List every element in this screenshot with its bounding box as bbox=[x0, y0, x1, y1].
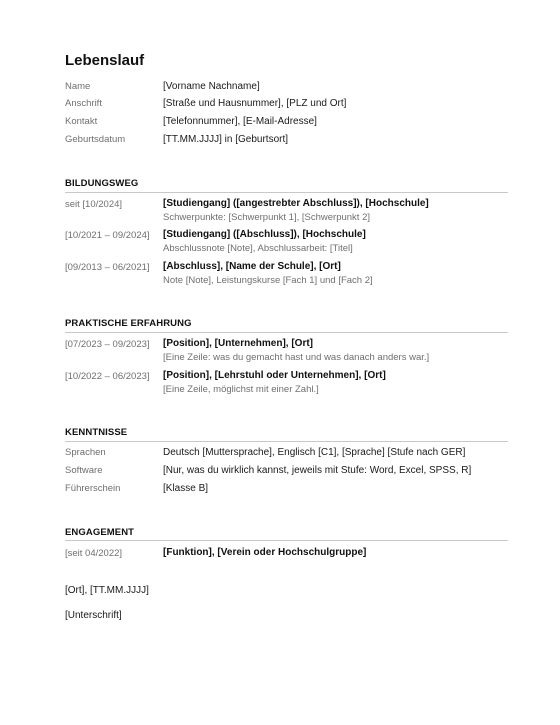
entry-date: [10/2022 – 06/2023] bbox=[65, 371, 150, 382]
signature: [Unterschrift] bbox=[65, 610, 122, 621]
skill-label: Führerschein bbox=[65, 483, 121, 494]
skills-row-software bbox=[65, 465, 508, 481]
section-divider bbox=[65, 540, 508, 541]
place-date: [Ort], [TT.MM.JJJJ] bbox=[65, 585, 149, 596]
entry-detail: Schwerpunkte: [Schwerpunkt 1], [Schwerpunkt 2] bbox=[163, 212, 370, 223]
section-title-experience: PRAKTISCHE ERFAHRUNG bbox=[65, 318, 192, 329]
personal-value: [TT.MM.JJJJ] in [Geburtsort] bbox=[163, 134, 289, 145]
personal-label: Geburtsdatum bbox=[65, 134, 126, 145]
personal-label: Anschrift bbox=[65, 98, 102, 109]
section-divider bbox=[65, 332, 508, 333]
skill-value: Deutsch [Muttersprache], Englisch [C1], [Sprache] [Stufe nach GER] bbox=[163, 447, 466, 458]
skill-value: [Nur, was du wirklich kannst, jeweils mit Stufe: Word, Excel, SPSS, R] bbox=[163, 465, 472, 476]
page-title: Lebenslauf bbox=[65, 52, 145, 69]
personal-row-contact bbox=[65, 116, 508, 132]
section-divider bbox=[65, 441, 508, 442]
skill-label: Sprachen bbox=[65, 447, 106, 458]
entry-date: [seit 04/2022] bbox=[65, 548, 123, 559]
personal-row-address bbox=[65, 98, 508, 114]
entry-date: [09/2013 – 06/2021] bbox=[65, 262, 150, 273]
personal-value: [Straße und Hausnummer], [PLZ und Ort] bbox=[163, 98, 347, 109]
personal-value: [Telefonnummer], [E-Mail-Adresse] bbox=[163, 116, 317, 127]
section-divider bbox=[65, 192, 508, 193]
entry-heading: [Funktion], [Verein oder Hochschulgruppe] bbox=[163, 547, 367, 558]
entry-detail: [Eine Zeile: was du gemacht hast und was danach anders war.] bbox=[163, 352, 430, 363]
entry-detail: Abschlussnote [Note], Abschlussarbeit: [Titel] bbox=[163, 243, 353, 254]
entry-detail: [Eine Zeile, möglichst mit einer Zahl.] bbox=[163, 384, 319, 395]
entry-date: [07/2023 – 09/2023] bbox=[65, 339, 150, 350]
personal-value: [Vorname Nachname] bbox=[163, 81, 260, 92]
personal-row-birthdate bbox=[65, 134, 508, 150]
entry-detail: Note [Note], Leistungskurse [Fach 1] und [Fach 2] bbox=[163, 275, 373, 286]
skills-row-license bbox=[65, 483, 508, 499]
section-title-engagement: ENGAGEMENT bbox=[65, 527, 135, 538]
entry-heading: [Studiengang] ([Abschluss]), [Hochschule] bbox=[163, 229, 366, 240]
entry-date: seit [10/2024] bbox=[65, 199, 123, 210]
personal-label: Name bbox=[65, 81, 91, 92]
personal-row-name bbox=[65, 81, 508, 97]
section-title-education: BILDUNGSWEG bbox=[65, 178, 139, 189]
skill-label: Software bbox=[65, 465, 103, 476]
entry-heading: [Position], [Lehrstuhl oder Unternehmen], [Ort] bbox=[163, 370, 386, 381]
skill-value: [Klasse B] bbox=[163, 483, 209, 494]
entry-heading: [Abschluss], [Name der Schule], [Ort] bbox=[163, 261, 341, 272]
skills-row-languages bbox=[65, 447, 508, 463]
entry-heading: [Position], [Unternehmen], [Ort] bbox=[163, 338, 313, 349]
entry-heading: [Studiengang] ([angestrebter Abschluss]), [Hochschule] bbox=[163, 198, 429, 209]
section-title-skills: KENNTNISSE bbox=[65, 427, 128, 438]
personal-label: Kontakt bbox=[65, 116, 98, 127]
entry-date: [10/2021 – 09/2024] bbox=[65, 230, 150, 241]
